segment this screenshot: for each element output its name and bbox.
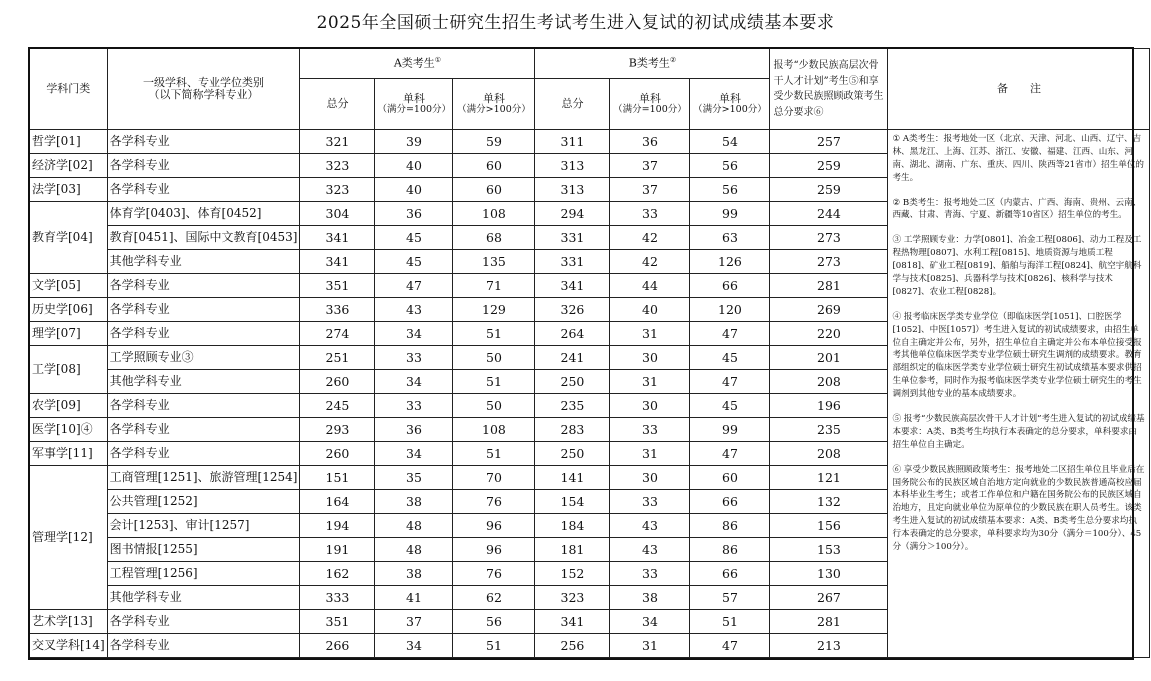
cell-special-total: 132 bbox=[770, 490, 888, 514]
header-b-single-gt100 bbox=[690, 79, 770, 130]
header-single-label: 单科 bbox=[482, 91, 505, 105]
cell-b-single-gt100: 63 bbox=[690, 226, 770, 250]
cell-a-total: 266 bbox=[300, 634, 375, 658]
cell-a-total: 194 bbox=[300, 514, 375, 538]
cell-a-total: 351 bbox=[300, 610, 375, 634]
cell-major: 各学科专业 bbox=[107, 418, 300, 442]
cell-a-total: 293 bbox=[300, 418, 375, 442]
cell-b-total: 264 bbox=[535, 322, 610, 346]
cell-b-single-gt100: 126 bbox=[690, 250, 770, 274]
cell-a-total: 351 bbox=[300, 274, 375, 298]
cell-a-single-gt100: 76 bbox=[453, 562, 535, 586]
cell-b-single-gt100: 47 bbox=[690, 442, 770, 466]
header-single-gt100-label: （满分>100分） bbox=[693, 103, 767, 115]
header-special: 报考“少数民族高层次骨干人才计划”考生⑤和享受少数民族照顾政策考生总分要求⑥ bbox=[770, 49, 888, 130]
cell-special-total: 269 bbox=[770, 298, 888, 322]
cell-b-single-100: 33 bbox=[610, 562, 690, 586]
cell-b-single-gt100: 56 bbox=[690, 178, 770, 202]
cell-b-single-100: 33 bbox=[610, 490, 690, 514]
cell-major: 体育学[0403]、体育[0452] bbox=[107, 202, 300, 226]
note-item: ③ 工学照顾专业：力学[0801]、冶金工程[0806]、动力工程及工程热物理[0807]、水利工程[0815]、地质资源与地质工程[0818]、矿业工程[0819]、船舶与海洋工程[0824]、航空宇航科学与技术[0825]、兵器科学与技术[0826]、核科学与技术[0827]、农业工程[0828]。 bbox=[892, 235, 1142, 297]
cell-special-total: 281 bbox=[770, 610, 888, 634]
cell-a-total: 260 bbox=[300, 370, 375, 394]
cell-b-single-100: 36 bbox=[610, 130, 690, 154]
cell-b-total: 313 bbox=[535, 178, 610, 202]
score-table bbox=[29, 48, 1150, 658]
cell-b-total: 141 bbox=[535, 466, 610, 490]
cell-a-total: 191 bbox=[300, 538, 375, 562]
cell-b-single-100: 31 bbox=[610, 442, 690, 466]
cell-special-total: 235 bbox=[770, 418, 888, 442]
cell-a-single-100: 47 bbox=[375, 274, 453, 298]
cell-b-total: 311 bbox=[535, 130, 610, 154]
cell-b-total: 152 bbox=[535, 562, 610, 586]
cell-special-total: 196 bbox=[770, 394, 888, 418]
cell-discipline: 农学[09] bbox=[30, 394, 108, 418]
cell-a-single-100: 43 bbox=[375, 298, 453, 322]
cell-a-single-gt100: 59 bbox=[453, 130, 535, 154]
header-a-total: 总分 bbox=[300, 79, 375, 130]
cell-b-single-100: 30 bbox=[610, 346, 690, 370]
cell-a-single-gt100: 50 bbox=[453, 346, 535, 370]
cell-b-total: 250 bbox=[535, 370, 610, 394]
cell-b-single-100: 37 bbox=[610, 178, 690, 202]
cell-b-single-gt100: 66 bbox=[690, 490, 770, 514]
cell-special-total: 213 bbox=[770, 634, 888, 658]
header-discipline: 学科门类 bbox=[30, 49, 108, 130]
cell-b-single-100: 43 bbox=[610, 538, 690, 562]
cell-b-total: 184 bbox=[535, 514, 610, 538]
cell-a-single-100: 48 bbox=[375, 514, 453, 538]
cell-b-total: 294 bbox=[535, 202, 610, 226]
cell-a-single-100: 45 bbox=[375, 250, 453, 274]
cell-b-total: 326 bbox=[535, 298, 610, 322]
cell-discipline: 医学[10]④ bbox=[30, 418, 108, 442]
cell-major: 其他学科专业 bbox=[107, 586, 300, 610]
cell-a-single-100: 36 bbox=[375, 418, 453, 442]
cell-b-single-gt100: 56 bbox=[690, 154, 770, 178]
cell-b-single-100: 40 bbox=[610, 298, 690, 322]
cell-a-single-100: 40 bbox=[375, 178, 453, 202]
header-b-label: B类考生 bbox=[628, 56, 670, 70]
cell-b-single-100: 30 bbox=[610, 466, 690, 490]
cell-special-total: 208 bbox=[770, 442, 888, 466]
cell-a-total: 323 bbox=[300, 178, 375, 202]
cell-a-single-gt100: 51 bbox=[453, 634, 535, 658]
cell-b-total: 331 bbox=[535, 250, 610, 274]
cell-discipline: 管理学[12] bbox=[30, 466, 108, 610]
cell-a-single-100: 38 bbox=[375, 562, 453, 586]
header-single-label: 单科 bbox=[402, 91, 425, 105]
cell-a-single-100: 41 bbox=[375, 586, 453, 610]
cell-special-total: 267 bbox=[770, 586, 888, 610]
cell-a-single-gt100: 129 bbox=[453, 298, 535, 322]
header-b-sup: ② bbox=[669, 56, 677, 65]
cell-b-single-gt100: 45 bbox=[690, 346, 770, 370]
cell-a-single-gt100: 51 bbox=[453, 322, 535, 346]
table-row bbox=[30, 130, 1150, 154]
cell-a-single-gt100: 50 bbox=[453, 394, 535, 418]
cell-b-single-100: 38 bbox=[610, 586, 690, 610]
cell-major: 各学科专业 bbox=[107, 322, 300, 346]
cell-special-total: 130 bbox=[770, 562, 888, 586]
cell-b-single-100: 33 bbox=[610, 202, 690, 226]
cell-b-single-gt100: 120 bbox=[690, 298, 770, 322]
cell-discipline: 艺术学[13] bbox=[30, 610, 108, 634]
cell-major: 工学照顾专业③ bbox=[107, 346, 300, 370]
cell-major: 会计[1253]、审计[1257] bbox=[107, 514, 300, 538]
cell-b-single-gt100: 47 bbox=[690, 322, 770, 346]
cell-a-single-gt100: 108 bbox=[453, 202, 535, 226]
cell-discipline: 理学[07] bbox=[30, 322, 108, 346]
cell-special-total: 244 bbox=[770, 202, 888, 226]
cell-a-single-gt100: 96 bbox=[453, 514, 535, 538]
header-single-gt100-label: （满分>100分） bbox=[457, 103, 531, 115]
cell-special-total: 153 bbox=[770, 538, 888, 562]
cell-b-single-gt100: 66 bbox=[690, 274, 770, 298]
note-item: ⑥ 享受少数民族照顾政策考生：报考地处二区招生单位且毕业后在国务院公布的民族区域自治地方定向就业的少数民族普通高校应届本科毕业生考生；或者工作单位和户籍在国务院公布的民族区域自治地方，且定向就业单位为原单位的少数民族在职人员考生。该类考生进入复试的初试成绩基本要求：A类、B类考生总分要求均执行本表确定的总分要求，单科要求均为30分（满分＝100分）、45分（满分＞100分）。 bbox=[892, 464, 1145, 553]
cell-discipline: 经济学[02] bbox=[30, 154, 108, 178]
cell-b-single-gt100: 66 bbox=[690, 562, 770, 586]
cell-b-single-100: 42 bbox=[610, 226, 690, 250]
remarks-notes bbox=[888, 130, 1150, 658]
header-major-line1: 一级学科、专业学位类别 bbox=[143, 75, 265, 89]
cell-major: 图书情报[1255] bbox=[107, 538, 300, 562]
cell-b-single-100: 42 bbox=[610, 250, 690, 274]
cell-major: 各学科专业 bbox=[107, 178, 300, 202]
cell-b-single-100: 43 bbox=[610, 514, 690, 538]
cell-a-total: 323 bbox=[300, 154, 375, 178]
cell-b-total: 154 bbox=[535, 490, 610, 514]
cell-discipline: 军事学[11] bbox=[30, 442, 108, 466]
cell-b-single-gt100: 54 bbox=[690, 130, 770, 154]
header-single-label: 单科 bbox=[718, 91, 741, 105]
cell-discipline: 交叉学科[14] bbox=[30, 634, 108, 658]
note-item: ① A类考生：报考地处一区（北京、天津、河北、山西、辽宁、吉林、黑龙江、上海、江苏、浙江、安徽、福建、江西、山东、河南、湖北、湖南、广东、重庆、四川、陕西等21省市）招生单位的考生。 bbox=[892, 134, 1145, 183]
cell-major: 各学科专业 bbox=[107, 274, 300, 298]
header-a-sup: ① bbox=[434, 56, 442, 65]
cell-a-total: 260 bbox=[300, 442, 375, 466]
cell-b-single-gt100: 86 bbox=[690, 538, 770, 562]
cell-major: 各学科专业 bbox=[107, 154, 300, 178]
cell-major: 公共管理[1252] bbox=[107, 490, 300, 514]
cell-a-single-gt100: 71 bbox=[453, 274, 535, 298]
header-single-100-label: （满分=100分） bbox=[377, 103, 452, 115]
header-single-label: 单科 bbox=[638, 91, 661, 105]
cell-major: 各学科专业 bbox=[107, 298, 300, 322]
cell-major: 各学科专业 bbox=[107, 394, 300, 418]
cell-a-single-gt100: 51 bbox=[453, 442, 535, 466]
cell-a-single-100: 34 bbox=[375, 442, 453, 466]
cell-a-total: 251 bbox=[300, 346, 375, 370]
cell-a-total: 274 bbox=[300, 322, 375, 346]
cell-a-single-gt100: 56 bbox=[453, 610, 535, 634]
header-a-label: A类考生 bbox=[393, 56, 435, 70]
cell-a-total: 164 bbox=[300, 490, 375, 514]
note-item: ② B类考生：报考地处二区（内蒙古、广西、海南、贵州、云南、西藏、甘肃、青海、宁夏、新疆等10省区）招生单位的考生。 bbox=[892, 197, 1142, 221]
cell-a-single-100: 45 bbox=[375, 226, 453, 250]
cell-a-single-100: 39 bbox=[375, 130, 453, 154]
page-title: 2025年全国硕士研究生招生考试考生进入复试的初试成绩基本要求 bbox=[316, 13, 835, 33]
cell-a-single-100: 34 bbox=[375, 322, 453, 346]
cell-a-total: 245 bbox=[300, 394, 375, 418]
cell-a-single-100: 37 bbox=[375, 610, 453, 634]
cell-major: 各学科专业 bbox=[107, 634, 300, 658]
cell-a-single-100: 35 bbox=[375, 466, 453, 490]
cell-a-single-100: 38 bbox=[375, 490, 453, 514]
cell-major: 其他学科专业 bbox=[107, 370, 300, 394]
cell-a-single-100: 40 bbox=[375, 154, 453, 178]
cell-a-single-100: 34 bbox=[375, 634, 453, 658]
cell-special-total: 281 bbox=[770, 274, 888, 298]
cell-discipline: 教育学[04] bbox=[30, 202, 108, 274]
cell-b-single-100: 30 bbox=[610, 394, 690, 418]
cell-a-single-100: 48 bbox=[375, 538, 453, 562]
cell-b-total: 341 bbox=[535, 610, 610, 634]
header-a-single-gt100 bbox=[453, 79, 535, 130]
cell-a-single-gt100: 108 bbox=[453, 418, 535, 442]
cell-a-total: 336 bbox=[300, 298, 375, 322]
cell-special-total: 220 bbox=[770, 322, 888, 346]
cell-special-total: 201 bbox=[770, 346, 888, 370]
cell-b-single-100: 44 bbox=[610, 274, 690, 298]
cell-b-single-gt100: 60 bbox=[690, 466, 770, 490]
header-b-group bbox=[535, 49, 770, 79]
cell-major: 其他学科专业 bbox=[107, 250, 300, 274]
header-b-total: 总分 bbox=[535, 79, 610, 130]
cell-b-single-gt100: 57 bbox=[690, 586, 770, 610]
cell-b-total: 250 bbox=[535, 442, 610, 466]
cell-b-single-gt100: 99 bbox=[690, 202, 770, 226]
cell-discipline: 历史学[06] bbox=[30, 298, 108, 322]
cell-a-single-100: 36 bbox=[375, 202, 453, 226]
cell-a-total: 341 bbox=[300, 226, 375, 250]
header-single-100-label: （满分=100分） bbox=[613, 103, 687, 115]
cell-a-total: 341 bbox=[300, 250, 375, 274]
cell-major: 工程管理[1256] bbox=[107, 562, 300, 586]
cell-b-single-100: 37 bbox=[610, 154, 690, 178]
cell-b-total: 235 bbox=[535, 394, 610, 418]
cell-b-total: 313 bbox=[535, 154, 610, 178]
cell-special-total: 259 bbox=[770, 154, 888, 178]
cell-a-single-100: 33 bbox=[375, 394, 453, 418]
cell-b-single-100: 34 bbox=[610, 610, 690, 634]
cell-a-single-gt100: 60 bbox=[453, 178, 535, 202]
cell-a-single-100: 33 bbox=[375, 346, 453, 370]
header-a-group bbox=[300, 49, 535, 79]
cell-a-single-gt100: 51 bbox=[453, 370, 535, 394]
cell-special-total: 259 bbox=[770, 178, 888, 202]
cell-b-total: 181 bbox=[535, 538, 610, 562]
cell-b-single-100: 31 bbox=[610, 634, 690, 658]
cell-special-total: 121 bbox=[770, 466, 888, 490]
cell-major: 教育[0451]、国际中文教育[0453] bbox=[107, 226, 300, 250]
cell-b-single-100: 31 bbox=[610, 322, 690, 346]
cell-b-total: 256 bbox=[535, 634, 610, 658]
cell-discipline: 工学[08] bbox=[30, 346, 108, 394]
cell-special-total: 257 bbox=[770, 130, 888, 154]
cell-a-total: 162 bbox=[300, 562, 375, 586]
cell-special-total: 208 bbox=[770, 370, 888, 394]
header-major-line2: （以下简称学科专业） bbox=[148, 88, 259, 101]
cell-a-single-gt100: 96 bbox=[453, 538, 535, 562]
cell-a-total: 151 bbox=[300, 466, 375, 490]
cell-discipline: 法学[03] bbox=[30, 178, 108, 202]
header-b-single-100 bbox=[610, 79, 690, 130]
cell-a-total: 304 bbox=[300, 202, 375, 226]
cell-a-single-gt100: 76 bbox=[453, 490, 535, 514]
cell-special-total: 156 bbox=[770, 514, 888, 538]
cell-a-single-gt100: 60 bbox=[453, 154, 535, 178]
cell-b-total: 323 bbox=[535, 586, 610, 610]
cell-special-total: 273 bbox=[770, 250, 888, 274]
cell-discipline: 哲学[01] bbox=[30, 130, 108, 154]
cell-b-single-gt100: 86 bbox=[690, 514, 770, 538]
cell-major: 各学科专业 bbox=[107, 610, 300, 634]
cell-a-single-gt100: 135 bbox=[453, 250, 535, 274]
header-a-single-100 bbox=[375, 79, 453, 130]
cell-discipline: 文学[05] bbox=[30, 274, 108, 298]
cell-major: 各学科专业 bbox=[107, 442, 300, 466]
cell-b-single-100: 31 bbox=[610, 370, 690, 394]
cell-b-total: 341 bbox=[535, 274, 610, 298]
cell-b-single-gt100: 45 bbox=[690, 394, 770, 418]
cell-a-single-gt100: 70 bbox=[453, 466, 535, 490]
cell-b-single-gt100: 47 bbox=[690, 370, 770, 394]
cell-b-total: 241 bbox=[535, 346, 610, 370]
cell-b-single-gt100: 51 bbox=[690, 610, 770, 634]
header-major bbox=[107, 49, 300, 130]
cell-major: 工商管理[1251]、旅游管理[1254] bbox=[107, 466, 300, 490]
cell-b-single-gt100: 99 bbox=[690, 418, 770, 442]
cell-a-single-gt100: 62 bbox=[453, 586, 535, 610]
cell-b-single-gt100: 47 bbox=[690, 634, 770, 658]
note-item: ④ 报考临床医学类专业学位（即临床医学[1051]、口腔医学[1052]、中医[1057]）考生进入复试的初试成绩要求，由招生单位自主确定并公布，另外，招生单位自主确定并公布本单位接受报考其他单位临床医学类专业学位硕士研究生调剂的成绩要求。教育部组织定的临床医学类专业学位硕士研究生初试成绩基本要求供招生单位参考，同时作为报考临床医学类专业学位硕士研究生的考生调剂到其他专业的基本成绩要求。 bbox=[892, 311, 1142, 400]
cell-a-total: 333 bbox=[300, 586, 375, 610]
cell-major: 各学科专业 bbox=[107, 130, 300, 154]
cell-b-total: 283 bbox=[535, 418, 610, 442]
cell-special-total: 273 bbox=[770, 226, 888, 250]
cell-a-single-100: 34 bbox=[375, 370, 453, 394]
cell-a-single-gt100: 68 bbox=[453, 226, 535, 250]
header-remarks: 备 注 bbox=[888, 49, 1150, 130]
cell-b-total: 331 bbox=[535, 226, 610, 250]
cell-a-total: 321 bbox=[300, 130, 375, 154]
note-item: ⑤ 报考“少数民族高层次骨干人才计划”考生进入复试的初试成绩基本要求：A类、B类考生均执行本表确定的总分要求，单科要求由招生单位自主确定。 bbox=[892, 414, 1145, 450]
cell-b-single-100: 33 bbox=[610, 418, 690, 442]
